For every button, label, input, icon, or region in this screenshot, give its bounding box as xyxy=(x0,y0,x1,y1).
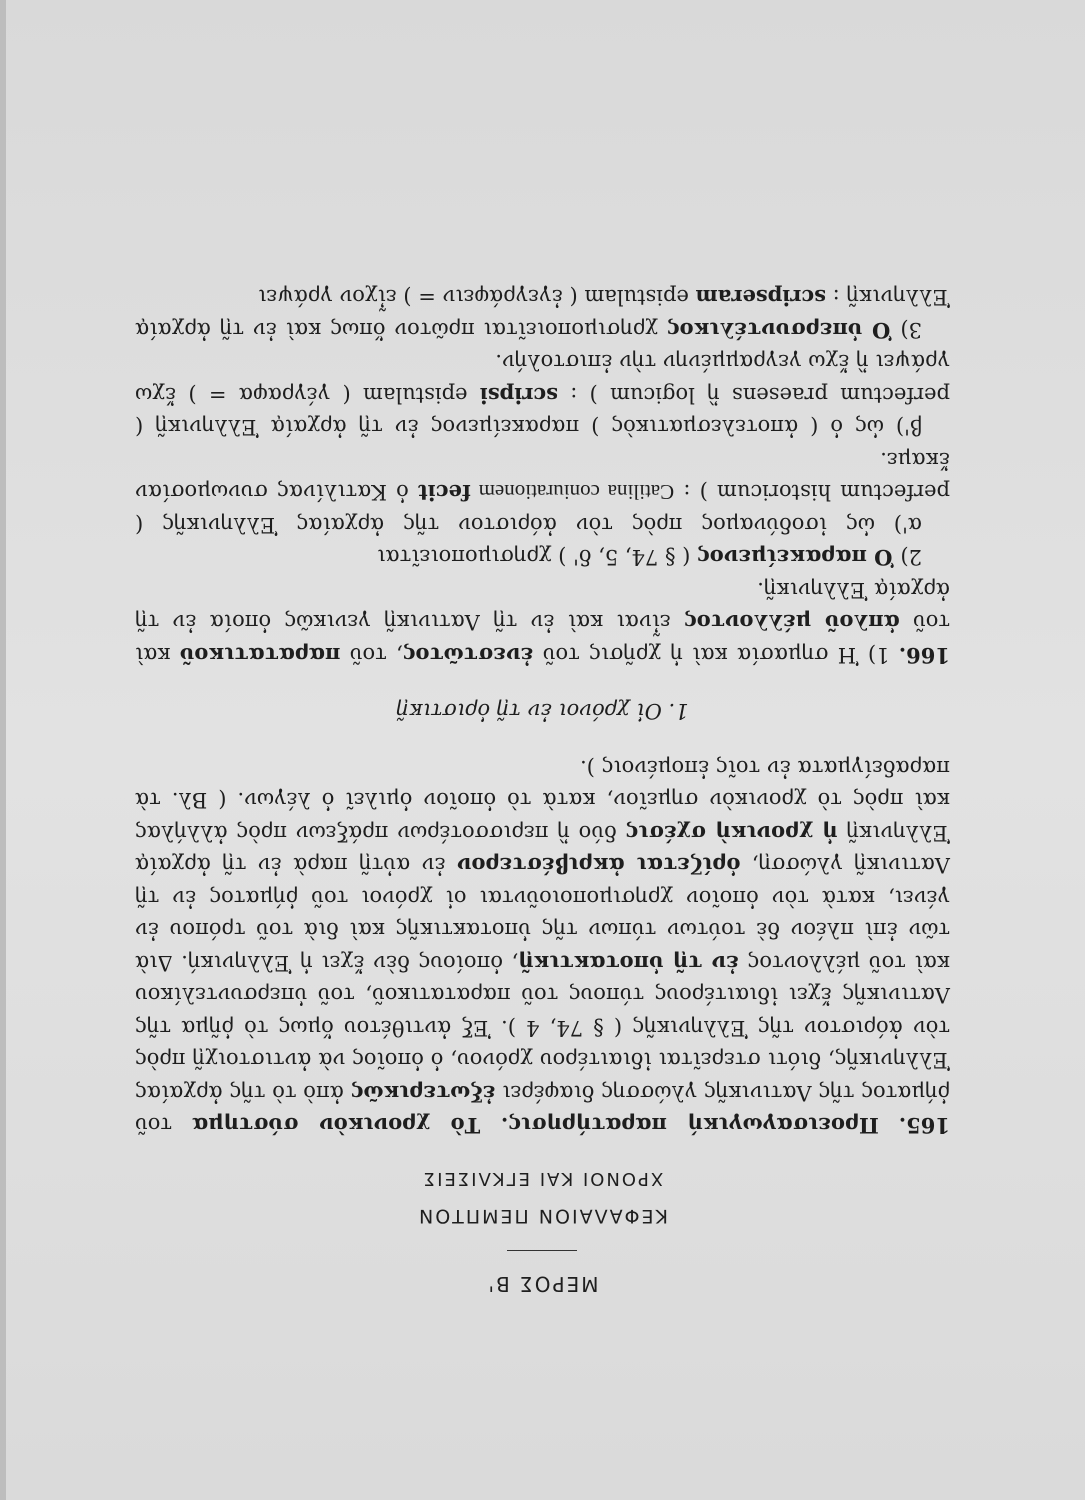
paragraph-166 xyxy=(135,574,950,672)
bold-term: ἁπλοῦ μέλλοντος xyxy=(684,610,900,636)
bold-term: παρατατικοῦ xyxy=(179,643,341,668)
chapter-subtitle: ΧΡΟΝΟΙ ΚΑΙ ΕΓΚΛΙΣΕΙΣ xyxy=(421,1168,664,1189)
bold-term: ἐν τῇ ὑποτακτικῇ xyxy=(518,951,739,976)
divider xyxy=(508,1251,578,1252)
bold-term: ἡ χρονικὴ σχέσις xyxy=(625,821,838,846)
section-heading: 1. Οἱ χρόνοι ἐν τῇ ὁριστικῇ xyxy=(396,699,689,724)
bold-term: fecit xyxy=(418,480,471,506)
para-number: 166. xyxy=(898,643,950,668)
paragraph-166-3 xyxy=(135,281,950,346)
part-title: ΜΕΡΟΣ Β' xyxy=(486,1272,599,1296)
chapter-title: ΚΕΦΑΛΑΙΟΝ ΠΕΜΠΤΟΝ xyxy=(417,1205,668,1228)
latin-text: Catilina coniurationem xyxy=(470,480,675,505)
para-number: 165. xyxy=(898,1113,950,1139)
text: ὁ Κατιλίνας συνωμοσίαν ἔκαμε. xyxy=(135,448,950,505)
text-column xyxy=(135,281,950,1300)
text: , ὁποίους δὲν ἔχει ἡ Ἑλληνική. Διὰ τῶν ἐπὶ πλέον δὲ τούτων τύπων τῆς ὑποτακτικῆς καὶ διὰ τοῦ τρόπου ἐν γένει, κατὰ τὸν ὁποῖον χρησιμοποιοῦνται οἱ χρόνοι τοῦ ῥήματος ἐν τῇ Λατινικῇ γλώσσῃ, xyxy=(135,853,950,975)
bold-term: ἐνεστῶτος xyxy=(402,643,534,668)
text: epistulam ( ἐγεγράφειν = ) εἶχον γράψει xyxy=(258,285,696,310)
paragraph-166-2a xyxy=(135,444,950,542)
bold-term: ἐξωτερικῶς xyxy=(350,1081,496,1106)
text: χρησιμοποιεῖται πρῶτον ὅπως καὶ ἐν τῇ ἀρχαίᾳ Ἑλληνικῇ : xyxy=(135,285,950,342)
text: ( § 74, 5, δ' ) χρησιμοποιεῖται xyxy=(377,545,697,570)
text: καὶ τοῦ xyxy=(134,610,950,667)
bold-term: scripseram xyxy=(695,285,826,311)
bold-term: scripsi xyxy=(479,383,558,408)
para-heading: Προεισαγωγική παρατήρησις. Τὸ χρονικὸν σύστημα xyxy=(192,1113,879,1139)
text: ἀπὸ τὸ τῆς ἀρχαίας Ἑλληνικῆς, διότι στερεῖται ἰδιαιτέρου χρόνου, ὁ ὁποῖος νὰ ἀντιστοιχῇ πρὸς τὸν ἀόριστον τῆς Ἑλληνικῆς ( § 74, 4 ). Ἐξ ἀντιθέτου ὅμως τὸ ῥῆμα τῆς Λατινικῆς ἔχει ἰδιαιτέρους τύπους τοῦ παρατατικοῦ, τοῦ ὑπερσυντελίκου καὶ τοῦ μέλλοντος xyxy=(135,951,950,1105)
text: ἐν αὐτῇ παρὰ ἐν τῇ ἀρχαίᾳ Ἑλληνικῇ xyxy=(134,821,950,878)
text: α') ὡς ἰσοδύναμος πρὸς τὸν ἀόριστον τῆς ἀρχαίας Ἑλληνικῆς ( perfectum historicum ) : xyxy=(135,480,950,537)
bold-term: Ὁ ὑπερσυντέλικος xyxy=(666,318,892,343)
text: 3) xyxy=(891,318,922,342)
text: 2) xyxy=(893,545,922,570)
text: δύο ἢ περισσοτέρων πράξεων πρὸς ἀλλήλας καὶ πρὸς τὸ χρονικὸν σημεῖον, κατὰ τὸ ὁποῖον ὁμιλεῖ ὁ λέγων. ( Βλ. τὰ παραδείγματα ἐν τοῖς ἑπομένοις ). xyxy=(135,756,950,845)
text: 1) Ἡ σημασία καὶ ἡ χρῆσις τοῦ xyxy=(533,643,899,667)
bold-term: ὁρίζεται ἀκριβέστερον xyxy=(456,853,741,879)
text: εἶναι καὶ ἐν τῇ Λατινικῇ γενικῶς ὁποία ἐν τῇ ἀρχαίᾳ Ἑλληνικῇ. xyxy=(135,578,950,635)
paragraph-166-2 xyxy=(135,541,950,574)
text: , τοῦ xyxy=(340,643,403,667)
text: β') ὡς ὁ ( ἀποτελεσματικὸς ) παρακείμενος ἐν τῇ ἀρχαίᾳ Ἑλληνικῇ ( perfectum praesens ἢ logicum ) : xyxy=(135,383,950,440)
bold-term: Ὁ παρακείμενος xyxy=(697,545,894,571)
text: τοῦ ῥήματος τῆς Λατινικῆς γλώσσης διαφέρει xyxy=(135,1081,950,1138)
paragraph-166-2b xyxy=(135,346,950,444)
text: epistulam ( γέγραφα = ) ἔχω γράψει ἢ ἔχω γεγραμμένην τὴν ἐπιστολήν. xyxy=(135,350,950,407)
paragraph-165 xyxy=(135,752,950,1142)
